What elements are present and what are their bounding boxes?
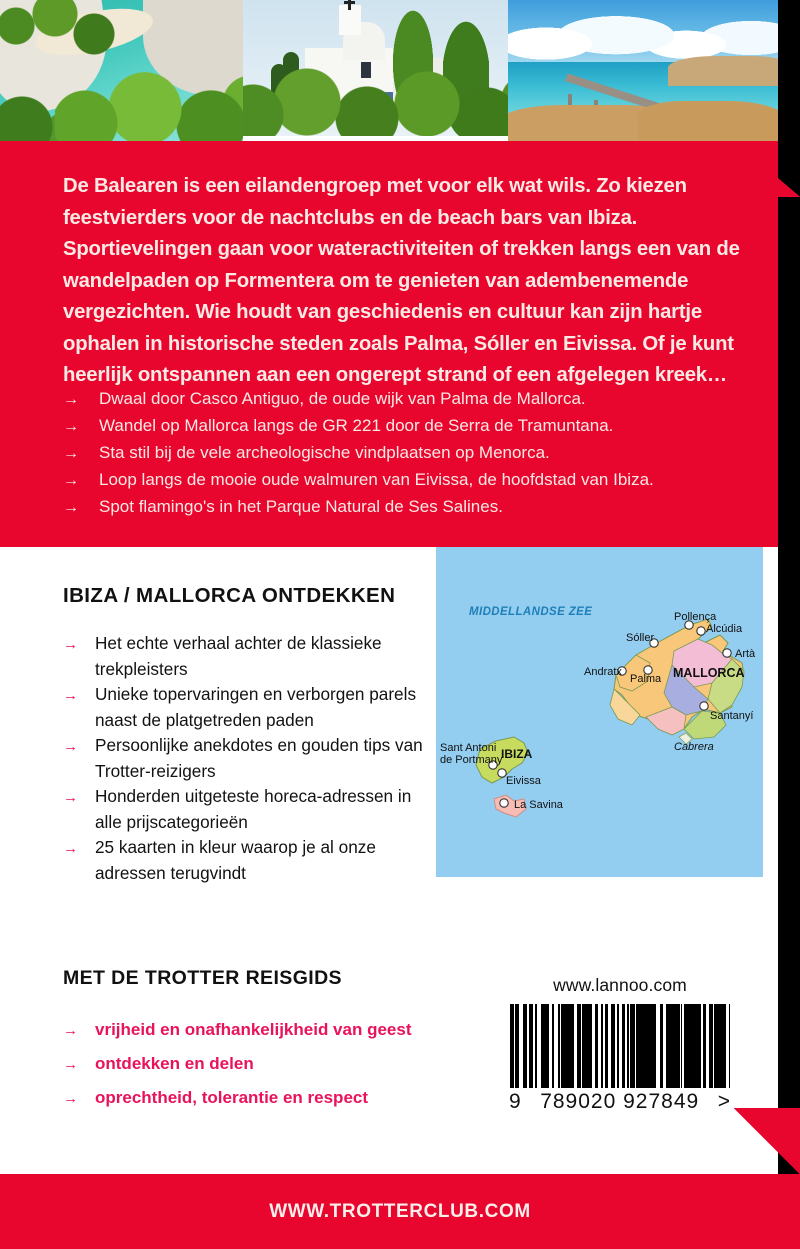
- arrow-icon: →: [63, 1090, 78, 1107]
- isbn-prefix: 9: [509, 1090, 522, 1113]
- balearics-map: [436, 547, 763, 877]
- map-city-arta: Artà: [735, 648, 756, 660]
- photo-band: [0, 0, 778, 141]
- intro-red-panel: [0, 141, 778, 547]
- list-item: [63, 386, 753, 413]
- discover-list: [63, 631, 423, 886]
- list-item: [63, 1047, 493, 1081]
- highlights-list: [63, 386, 753, 521]
- value-text: oprechtheid, tolerantie en respect: [95, 1088, 369, 1107]
- arrow-icon: →: [63, 391, 79, 408]
- discover-text: Persoonlijke anekdotes en gouden tips van Trotter-reizigers: [95, 735, 423, 781]
- list-item: [63, 682, 423, 733]
- arrow-icon: →: [63, 1022, 78, 1039]
- arrow-icon: →: [63, 445, 79, 462]
- discover-text: Honderden uitgeteste horeca-adressen in alle prijscategorieën: [95, 786, 412, 832]
- value-text: vrijheid en onafhankelijkheid van geest: [95, 1020, 412, 1039]
- white-body-panel: [0, 547, 778, 1174]
- arrow-icon: →: [63, 472, 79, 489]
- discover-column: [63, 583, 423, 886]
- photo-jetty-beach: [508, 0, 778, 141]
- map-city-sant-antoni-2: de Portmany: [440, 754, 503, 766]
- list-item: [63, 467, 753, 494]
- arrow-icon: →: [63, 738, 78, 755]
- list-item: [63, 494, 753, 521]
- value-text: ontdekken en delen: [95, 1054, 254, 1073]
- discover-title: IBIZA / MALLORCA ONTDEKKEN: [63, 584, 396, 607]
- isbn-body: 789020 927849: [540, 1090, 700, 1113]
- isbn-suffix: >: [717, 1090, 731, 1113]
- discover-text: Het echte verhaal achter de klassieke trekpleisters: [95, 633, 382, 679]
- highlight-text: Loop langs de mooie oude walmuren van Eivissa, de hoofdstad van Ibiza.: [99, 470, 654, 489]
- isbn-row: [509, 1090, 731, 1114]
- discover-text: 25 kaarten in kleur waarop je al onze adressen terugvindt: [95, 837, 376, 883]
- arrow-icon: →: [63, 840, 78, 857]
- map-city-pollenca: Pollença: [674, 611, 717, 623]
- arrow-icon: →: [63, 1056, 78, 1073]
- map-islet-cabrera: Cabrera: [674, 741, 714, 753]
- arrow-icon: →: [63, 636, 78, 653]
- values-column: [63, 965, 493, 1115]
- values-title: MET DE TROTTER REISGIDS: [63, 967, 342, 989]
- arrow-icon: →: [63, 499, 79, 516]
- values-list: [63, 1013, 493, 1115]
- arrow-icon: →: [63, 687, 78, 704]
- barcode-block: [509, 975, 731, 1114]
- footer-bar: [0, 1174, 800, 1249]
- map-city-palma: Palma: [630, 673, 662, 685]
- map-city-santanyi: Santanyí: [710, 710, 754, 722]
- barcode-bars: [509, 1004, 731, 1088]
- red-corner-bottom: [734, 1108, 800, 1174]
- highlight-text: Wandel op Mallorca langs de GR 221 door de Serra de Tramuntana.: [99, 416, 614, 435]
- photo-cala-turquoise-cove: [0, 0, 243, 141]
- highlight-text: Dwaal door Casco Antiguo, de oude wijk van Palma de Mallorca.: [99, 389, 586, 408]
- map-island-ibiza: IBIZA: [501, 747, 533, 761]
- intro-paragraph: De Balearen is een eilandengroep met voor elk wat wils. Zo kiezen feestvierders voor de nachtclubs en de beach bars van Ibiza. Sportievelingen gaan voor wateractiviteiten of trekken langs een van de wandelpaden op Formentera om te genieten van adembenemende vergezichten. Wie houdt van geschiedenis en cultuur kan zijn hartje ophalen in historische steden zoals Palma, Sóller en Eivissa. Of je kunt heerlijk ontspannen aan een ongerept strand of een afgelegen kreek…: [63, 175, 740, 386]
- map-city-eivissa: Eivissa: [506, 775, 541, 787]
- arrow-icon: →: [63, 789, 78, 806]
- map-city-sant-antoni-1: Sant Antoni: [440, 742, 497, 754]
- photo-white-chapel: [243, 0, 508, 136]
- publisher-website: www.lannoo.com: [553, 975, 687, 995]
- arrow-icon: →: [63, 418, 79, 435]
- map-svg: [436, 547, 763, 877]
- list-item: [63, 733, 423, 784]
- red-corner-top: [734, 141, 800, 197]
- list-item: [63, 1013, 493, 1047]
- map-city-andratx: Andratx: [584, 666, 622, 678]
- list-item: [63, 1081, 493, 1115]
- list-item: [63, 631, 423, 682]
- highlight-text: Spot flamingo's in het Parque Natural de Ses Salines.: [99, 497, 503, 516]
- list-item: [63, 440, 753, 467]
- list-item: [63, 835, 423, 886]
- map-city-alcudia: Alcúdia: [706, 623, 743, 635]
- map-city-la-savina: La Savina: [514, 799, 563, 811]
- map-sea-label: MIDDELLANDSE ZEE: [469, 606, 593, 618]
- map-island-mallorca: MALLORCA: [673, 666, 745, 680]
- list-item: [63, 784, 423, 835]
- list-item: [63, 413, 753, 440]
- map-city-soller: Sóller: [626, 632, 655, 644]
- discover-text: Unieke topervaringen en verborgen parels naast de platgetreden paden: [95, 684, 417, 730]
- footer-url: WWW.TROTTERCLUB.COM: [269, 1200, 531, 1222]
- highlight-text: Sta stil bij de vele archeologische vindplaatsen op Menorca.: [99, 443, 550, 462]
